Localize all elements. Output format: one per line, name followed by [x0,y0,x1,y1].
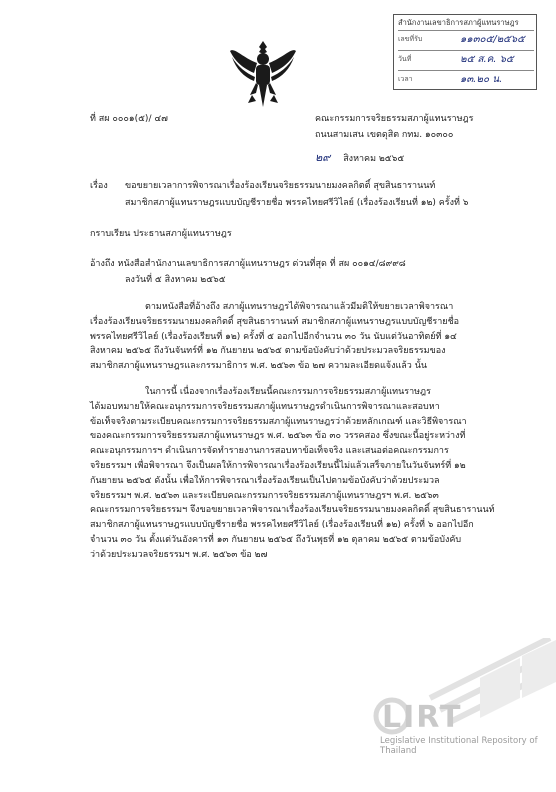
subject-label: เรื่อง [90,181,108,191]
stamp-row-date [398,50,534,68]
paragraph-line: ได้มอบหมายให้คณะอนุกรรมการจริยธรรมสภาผู้แทนราษฎรดำเนินการพิจารณาและสอบหา [90,401,440,412]
stamp-value: ๑๓.๒๐ น. [460,74,503,85]
reference-line-2: ลงวันที่ ๕ สิงหาคม ๒๕๖๕ [125,275,226,285]
paragraph-1 [90,300,459,374]
stamp-label: วันที่ [398,55,412,63]
sender-address: ถนนสามเสน เขตดุสิต กทม. ๑๐๓๐๐ [315,130,454,140]
document-date [315,152,404,165]
paragraph-line: ในการนี้ เนื่องจากเรื่องร้องเรียนนี้คณะกรรมการจริยธรรมสภาผู้แทนราษฎร [145,387,431,397]
paragraph-line: ของคณะกรรมการจริยธรรมสภาผู้แทนราษฎร พ.ศ. ๒๕๖๓ ข้อ ๓๐ วรรคสอง ซึ่งขณะนี้อยู่ระหว่างที่ [90,431,466,442]
paragraph-line: ตามหนังสือที่อ้างถึง สภาผู้แทนราษฎรได้พิจารณาแล้วมีมติให้ขยายเวลาพิจารณา [145,302,454,312]
paragraph-line: จริยธรรมฯ เพื่อพิจารณา จึงเป็นผลให้การพิจารณาเรื่องร้องเรียนนี้ไม่แล้วเสร็จภายในวันจันทร์ที่ ๑๒ [90,460,466,471]
paragraph-line: จริยธรรมฯ พ.ศ. ๒๕๖๓ และระเบียบคณะกรรมการจริยธรรมสภาผู้แทนราษฎรฯ พ.ศ. ๒๕๖๓ [90,490,439,501]
stamp-header: สำนักงานเลขาธิการสภาผู้แทนราษฎร [398,18,519,27]
paragraph-line: สิงหาคม ๒๕๖๕ ถึงวันจันทร์ที่ ๑๒ กันยายน ๒๕๖๕ ตามข้อบังคับว่าด้วยประมวลจริยธรรมของ [90,346,446,357]
stamp-label: เลขที่รับ [398,35,423,43]
paragraph-2 [90,385,495,563]
date-day: ๒๙ [315,151,331,164]
paragraph-line: จำนวน ๓๐ วัน ตั้งแต่วันอังคารที่ ๑๓ กันยายน ๒๕๖๕ ถึงวันพุธที่ ๑๒ ตุลาคม ๒๕๖๕ ตามข้อบังคับ [90,534,462,545]
paragraph-line: พรรคไทยศรีวิไลย์ (เรื่องร้องเรียนที่ ๑๒) ครั้งที่ ๕ ออกไปอีกจำนวน ๓๐ วัน นับแต่วันอาทิตย์ที่ ๑๔ [90,331,457,342]
paragraph-line: เรื่องร้องเรียนจริยธรรมนายมงคลกิตติ์ สุขสินธารานนท์ สมาชิกสภาผู้แทนราษฎรแบบบัญชีรายชื่อ [90,316,460,327]
paragraph-line: สมาชิกสภาผู้แทนราษฎรแบบบัญชีรายชื่อ พรรคไทยศรีวิไลย์ (เรื่องร้องเรียนที่ ๑๒) ครั้งที่ ๖ ออกไปอีก [90,520,474,531]
lirt-logo: LIRT [382,700,463,735]
paragraph-line: ข้อเท็จจริงตามระเบียบคณะกรรมการจริยธรรมสภาผู้แทนราษฎรว่าด้วยหลักเกณฑ์ และวิธีพิจารณา [90,416,467,427]
receiving-stamp [393,14,537,90]
paragraph-line: ว่าด้วยประมวลจริยธรรมฯ พ.ศ. ๒๕๖๓ ข้อ ๒๗ [90,549,268,560]
subject-line-1: ขอขยายเวลาการพิจารณาเรื่องร้องเรียนจริยธรรมนายมงคลกิตติ์ สุขสินธารานนท์ [125,181,436,191]
document-number: ที่ สผ ๐๐๐๑(๕)/ ๔๗ [90,114,168,124]
paragraph-line: คณะอนุกรรมการฯ ดำเนินการจัดทำรายงานการสอบหาข้อเท็จจริง และเสนอต่อคณะกรรมการ [90,446,449,457]
stamp-label: เวลา [398,75,413,83]
paragraph-line: คณะกรรมการจริยธรรมฯ จึงขอขยายเวลาพิจารณาเรื่องร้องเรียนจริยธรรมนายมงคลกิตติ์ สุขสินธารานนท์ [90,505,495,516]
paragraph-line: สมาชิกสภาผู้แทนราษฎรและกรรมาธิการ พ.ศ. ๒๕๖๓ ข้อ ๒๗ ความละเอียดแจ้งแล้ว นั้น [90,361,428,372]
lirt-subtitle: Legislative Institutional Repository of Thailand [380,736,538,756]
stamp-row-receipt-no [398,30,534,48]
reference-line-1: อ้างถึง หนังสือสำนักงานเลขาธิการสภาผู้แทนราษฎร ด่วนที่สุด ที่ สผ ๐๐๑๔/๘๙๙๘ [90,259,406,269]
stamp-value: ๒๕ ส.ค. ๖๕ [460,54,514,65]
date-month-year: สิงหาคม ๒๕๖๕ [343,154,405,164]
stamp-value: ๑๑๓๐๕/๒๕๖๕ [460,34,525,45]
subject-line-2: สมาชิกสภาผู้แทนราษฎรแบบบัญชีรายชื่อ พรรคไทยศรีวิไลย์ (เรื่องร้องเรียนที่ ๑๒) ครั้งที่ ๖ [125,198,469,208]
stamp-row-time [398,70,534,88]
sender-office: คณะกรรมการจริยธรรมสภาผู้แทนราษฎร [315,114,474,124]
salutation: กราบเรียน ประธานสภาผู้แทนราษฎร [90,229,232,239]
garuda-emblem-icon [228,37,298,109]
paragraph-line: กันยายน ๒๕๖๕ ดังนั้น เพื่อให้การพิจารณาเรื่องร้องเรียนเป็นไปตามข้อบังคับว่าด้วยประมวล [90,475,440,486]
